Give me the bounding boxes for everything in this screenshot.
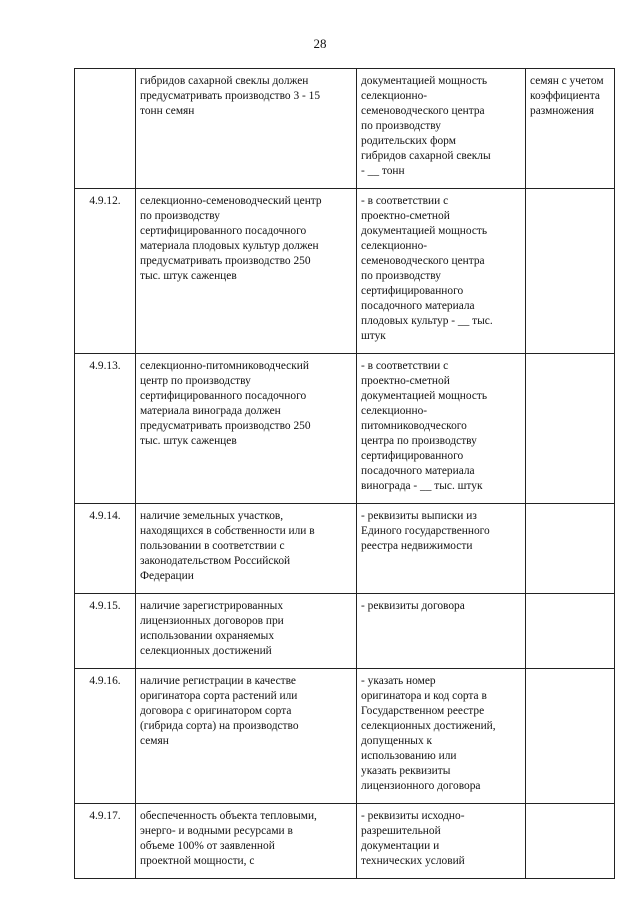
requirement-cell: селекционно-семеноводческий центр по производству сертифицированного посадочного материала плодовых культур должен предусматривать производство 250 тыс. штук саженцев: [136, 189, 357, 354]
note-cell: семян с учетом коэффициента размножения: [526, 69, 615, 189]
item-number: 4.9.15.: [75, 594, 136, 669]
requirement-cell: наличие регистрации в качестве оригинатора сорта растений или договора с оригинатором сорта (гибрида сорта) на производство семян: [136, 669, 357, 804]
note-cell: [526, 504, 615, 594]
document-cell: - реквизиты договора: [357, 594, 526, 669]
table-row: [75, 504, 615, 594]
document-cell: - реквизиты исходно- разрешительной документации и технических условий: [357, 804, 526, 879]
table-row: [75, 354, 615, 504]
document-cell: - указать номер оригинатора и код сорта в Государственном реестре селекционных достижений, допущенных к использованию или указать реквизиты лицензионного договора: [357, 669, 526, 804]
document-cell: - в соответствии с проектно-сметной документацией мощность селекционно- питомниководческого центра по производству сертифицированного посадочного материала винограда - __ тыс. штук: [357, 354, 526, 504]
table-row: [75, 669, 615, 804]
item-number: 4.9.14.: [75, 504, 136, 594]
document-cell: документацией мощность селекционно- семеноводческого центра по производству родительских форм гибридов сахарной свеклы - __ тонн: [357, 69, 526, 189]
item-number: [75, 69, 136, 189]
table-row: [75, 189, 615, 354]
item-number: 4.9.13.: [75, 354, 136, 504]
requirement-cell: гибридов сахарной свеклы должен предусматривать производство 3 - 15 тонн семян: [136, 69, 357, 189]
requirement-cell: наличие земельных участков, находящихся в собственности или в пользовании в соответствии с законодательством Российской Федерации: [136, 504, 357, 594]
item-number: 4.9.16.: [75, 669, 136, 804]
note-cell: [526, 354, 615, 504]
note-cell: [526, 669, 615, 804]
note-cell: [526, 594, 615, 669]
page-number: 28: [313, 36, 327, 51]
note-cell: [526, 804, 615, 879]
table-row: [75, 804, 615, 879]
requirement-cell: селекционно-питомниководческий центр по производству сертифицированного посадочного материала винограда должен предусматривать производство 250 тыс. штук саженцев: [136, 354, 357, 504]
document-cell: - реквизиты выписки из Единого государственного реестра недвижимости: [357, 504, 526, 594]
document-cell: - в соответствии с проектно-сметной документацией мощность селекционно- семеноводческого центра по производству сертифицированного посадочного материала плодовых культур - __ тыс. штук: [357, 189, 526, 354]
requirements-table: [74, 68, 615, 879]
item-number: 4.9.12.: [75, 189, 136, 354]
requirement-cell: обеспеченность объекта тепловыми, энерго- и водными ресурсами в объеме 100% от заявленной проектной мощности, с: [136, 804, 357, 879]
requirement-cell: наличие зарегистрированных лицензионных договоров при использовании охраняемых селекционных достижений: [136, 594, 357, 669]
item-number: 4.9.17.: [75, 804, 136, 879]
table-row: [75, 594, 615, 669]
table-row: [75, 69, 615, 189]
note-cell: [526, 189, 615, 354]
